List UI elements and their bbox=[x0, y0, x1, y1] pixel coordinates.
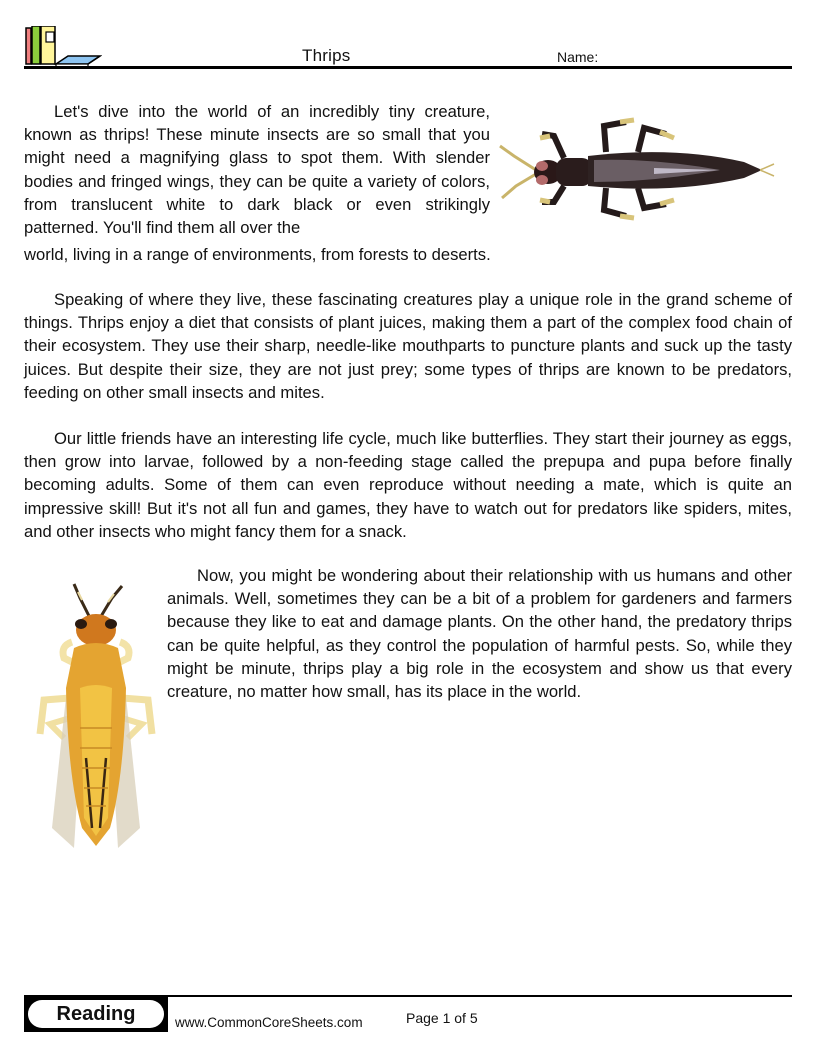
website-link[interactable]: www.CommonCoreSheets.com bbox=[175, 1015, 363, 1030]
books-icon bbox=[24, 26, 102, 66]
page-number: Page 1 of 5 bbox=[406, 1010, 478, 1026]
subject-badge bbox=[28, 1000, 164, 1028]
paragraph-1-last-line: world, living in a range of environments, from forests to deserts. bbox=[24, 245, 491, 264]
name-label: Name: bbox=[557, 49, 599, 65]
paragraph-3 bbox=[24, 427, 792, 543]
paragraph-4 bbox=[167, 564, 792, 703]
paragraph-2 bbox=[24, 288, 792, 404]
worksheet-header bbox=[24, 22, 792, 68]
subject-label: Reading bbox=[56, 1002, 136, 1025]
yellow-thrips-photo bbox=[34, 578, 158, 860]
paragraph-3-text: Our little friends have an interesting life cycle, much like butterflies. They start their journey as eggs, then grow into larvae, followed by a non-feeding stage called the prepupa and pupa before finally becoming adults. Some of them can even reproduce without needing a mate, which is quite an impressive skill! But it's not all fun and games, they have to watch out for predators like spiders, mites, and other insects who might fancy them for a snack. bbox=[24, 429, 792, 541]
header-divider bbox=[24, 66, 792, 69]
dark-thrips-photo bbox=[494, 108, 776, 226]
paragraph-2-text: Speaking of where they live, these fascinating creatures play a unique role in the grand scheme of things. Thrips enjoy a diet that consists of plant juices, making them a part of the complex food chain of their ecosystem. They use their sharp, needle-like mouthparts to puncture plants and suck up the tasty juices. But despite their size, they are not just prey; some types of thrips are known to be predators, feeding on other small insects and mites. bbox=[24, 290, 792, 402]
paragraph-1-text: Let's dive into the world of an incredibly tiny creature, known as thrips! These minute insects are so small that you might need a magnifying glass to spot them. With slender bodies and fringed wings, they can be quite a variety of colors, from translucent white to dark black or even strikingly patterned. You'll find them all over the bbox=[24, 102, 490, 238]
worksheet-title: Thrips bbox=[302, 46, 351, 65]
paragraph-4-text: Now, you might be wondering about their relationship with us humans and other animals. Well, sometimes they can be a bit of a problem for gardeners and farmers because they like to eat and damage plants. On the other hand, the predatory thrips can be quite helpful, as they control the population of harmful pests. So, while they might be minute, thrips play a big role in the ecosystem and show us that every creature, no matter how small, has its place in the world. bbox=[167, 566, 792, 702]
paragraph-1 bbox=[24, 100, 490, 239]
